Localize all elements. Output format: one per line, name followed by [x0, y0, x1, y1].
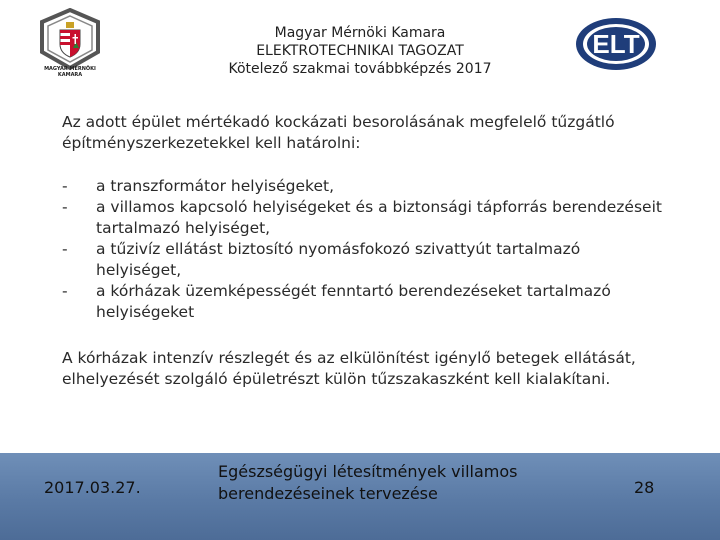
list-item-text: a transzformátor helyiségeket,	[96, 177, 335, 195]
closing-paragraph: A kórházak intenzív részlegét és az elkülönítést igénylő betegek ellátását, elhelyezését szolgáló épületrészt külön tűzszakaszként kell kialakítani.	[62, 349, 636, 388]
list-dash: -	[62, 198, 68, 216]
list-item	[62, 176, 662, 197]
requirement-list	[62, 176, 662, 323]
page-number: 28	[634, 478, 655, 497]
footer-title: Egészségügyi létesítmények villamos berendezéseinek tervezése	[218, 462, 518, 503]
list-item	[62, 281, 662, 323]
elt-logo-icon	[574, 16, 658, 72]
mmk-logo-caption	[30, 66, 110, 78]
mmk-caption-line1: MAGYAR MÉRNÖKI	[44, 66, 96, 72]
footer-date: 2017.03.27.	[44, 478, 141, 497]
mmk-caption-line2: KAMARA	[57, 72, 83, 78]
intro-paragraph: Az adott épület mértékadó kockázati besorolásának megfelelő tűzgátló építményszerkezetekkel kell határolni:	[62, 113, 615, 152]
list-dash: -	[62, 177, 68, 195]
list-item-text: a villamos kapcsoló helyiségeket és a biztonsági tápforrás berendezéseit tartalmazó helyiséget,	[96, 198, 662, 237]
list-item	[62, 239, 662, 281]
list-item-text: a kórházak üzemképességét fenntartó berendezéseket tartalmazó helyiségeket	[96, 282, 611, 321]
header-subtitle: Kötelező szakmai továbbképzés 2017	[228, 61, 492, 77]
slide-content	[62, 112, 662, 390]
slide-header	[160, 24, 560, 78]
org-name: Magyar Mérnöki Kamara	[274, 25, 446, 41]
list-dash: -	[62, 282, 68, 300]
elt-logo-text: ELT	[592, 29, 640, 59]
section-name: ELEKTROTECHNIKAI TAGOZAT	[256, 43, 464, 59]
list-item-text: a tűzivíz ellátást biztosító nyomásfokozó szivattyút tartalmazó helyiséget,	[96, 240, 581, 279]
list-dash: -	[62, 240, 68, 258]
list-item	[62, 197, 662, 239]
